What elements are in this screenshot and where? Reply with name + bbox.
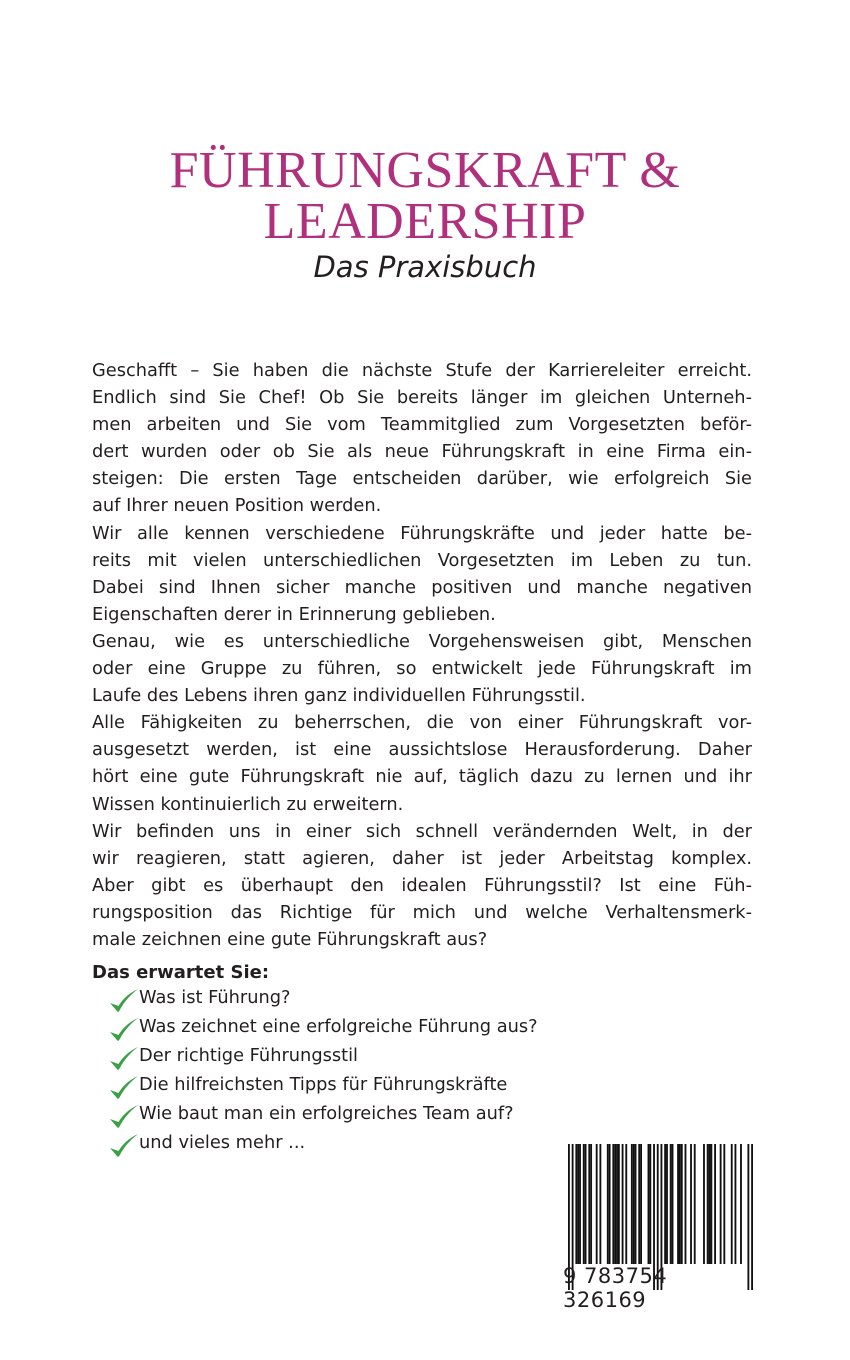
barcode-bar [616,1144,618,1264]
blurb-line: wir reagieren, statt agieren, daher ist jeder Arbeitstag komplex. [92,847,752,869]
blurb-line: Endlich sind Sie Chef! Ob Sie bereits länger im gleichen Unterneh- [92,387,752,409]
list-item-label: und vieles mehr ... [139,1132,306,1153]
barcode-bar [690,1144,692,1264]
barcode-bar [585,1144,587,1264]
list-item-label: Was ist Führung? [139,987,291,1008]
blurb-line: dert wurden oder ob Sie als neue Führungskraft in eine Firma ein- [92,441,752,463]
barcode-bar [679,1144,681,1264]
book-subtitle: Das Praxisbuch [313,250,537,284]
barcode-bar [735,1144,737,1264]
blurb-line: hört eine gute Führungskraft nie auf, täglich dazu zu lernen und ihr [92,766,752,788]
barcode-bar [666,1144,668,1264]
blurb-line: Laufe des Lebens ihren ganz individuellen Führungsstil. [92,685,586,707]
book-title-line-2: LEADERSHIP [263,193,587,250]
barcode-bar [631,1144,633,1264]
barcode-bar [664,1144,666,1264]
barcode-bar [579,1144,581,1264]
barcode-bar [625,1144,627,1264]
barcode-bar [649,1144,651,1264]
barcode-bar [670,1144,672,1264]
barcode-bar [672,1144,674,1264]
checkmark-icon [108,1016,140,1046]
expectations-heading: Das erwartet Sie: [92,962,270,983]
blurb-line: Wir befinden uns in einer sich schnell verändernden Welt, in der [92,820,752,842]
barcode-bar [714,1144,716,1264]
barcode-bar [633,1144,635,1264]
book-title-line-1: FÜHRUNGSKRAFT & [169,142,681,199]
blurb-line: male zeichnen eine gute Führungskraft aus? [92,928,488,950]
barcode-bar [677,1144,679,1264]
blurb-line: Genau, wie es unterschiedliche Vorgehensweisen gibt, Menschen [92,630,752,652]
barcode-bar [703,1144,705,1264]
barcode-bar [583,1144,585,1264]
barcode-bar [648,1144,650,1264]
blurb-line: auf Ihrer neuen Position werden. [92,495,382,517]
blurb-line: Alle Fähigkeiten zu beherrschen, die von einer Führungskraft vor- [92,712,752,734]
blurb-line: Wir alle kennen verschiedene Führungskräfte und jeder hatte be- [92,522,752,544]
barcode-bar [618,1144,620,1264]
barcode-bar [607,1144,609,1264]
barcode-bar [720,1144,722,1264]
barcode-bar [577,1144,579,1264]
barcode-bar [638,1144,640,1264]
barcode-bar [575,1144,577,1264]
barcode-bar [590,1144,592,1264]
list-item-label: Wie baut man ein erfolgreiches Team auf? [139,1103,514,1124]
barcode-bar [640,1144,642,1264]
blurb-text [92,357,752,953]
checkmark-icon [108,1132,140,1162]
blurb-line: oder eine Gruppe zu führen, so entwickelt jede Führungskraft im [92,658,752,680]
blurb-line: Geschafft – Sie haben die nächste Stufe der Karriereleiter erreicht. [92,360,752,381]
barcode-bar [681,1144,683,1264]
list-item-label: Was zeichnet eine erfolgreiche Führung aus? [139,1016,538,1037]
barcode-bar [599,1144,601,1264]
barcode-bar [588,1144,590,1264]
barcode-bar [612,1144,614,1264]
barcode-bar [609,1144,611,1264]
blurb-line: Wissen kontinuierlich zu erweitern. [92,793,404,815]
blurb-line: Aber gibt es überhaupt den idealen Führungsstil? Ist eine Füh- [92,874,752,896]
blurb-line: reits mit vielen unterschiedlichen Vorgesetzten im Leben zu tun. [92,549,752,571]
blurb-line: ausgesetzt werden, ist eine aussichtslose Herausforderung. Daher [92,739,752,761]
barcode-bar [596,1144,598,1264]
barcode-bar [707,1144,709,1264]
checkmark-icon [108,1074,140,1104]
list-item-label: Die hilfreichsten Tipps für Führungskräfte [139,1074,508,1095]
barcode-bar [685,1144,687,1264]
checkmark-icon [108,1103,140,1133]
blurb-line: rungsposition das Richtige für mich und welche Verhaltensmerk- [92,901,752,923]
blurb-line: Eigenschaften derer in Erinnerung geblieben. [92,603,496,625]
barcode-bar [622,1144,624,1264]
barcode-bar [723,1144,725,1264]
list-item-label: Der richtige Führungsstil [139,1045,358,1066]
isbn-number: 9 783754 326169 [563,1264,668,1312]
barcode-bar [709,1144,711,1264]
blurb-line: Dabei sind Ihnen sicher manche positiven und manche negativen [92,576,752,598]
barcode-bar [614,1144,616,1264]
checkmark-icon [108,987,140,1017]
blurb-line: men arbeiten und Sie vom Teammitglied zum Vorgesetzten beför- [92,414,752,436]
barcode-bar [731,1144,733,1264]
barcode-bar [635,1144,637,1264]
barcode-bar [694,1144,696,1264]
barcode-bar [710,1144,712,1264]
blurb-line: steigen: Die ersten Tage entscheiden darüber, wie erfolgreich Sie [92,468,752,490]
checkmark-icon [108,1045,140,1075]
barcode-bar [740,1144,742,1264]
